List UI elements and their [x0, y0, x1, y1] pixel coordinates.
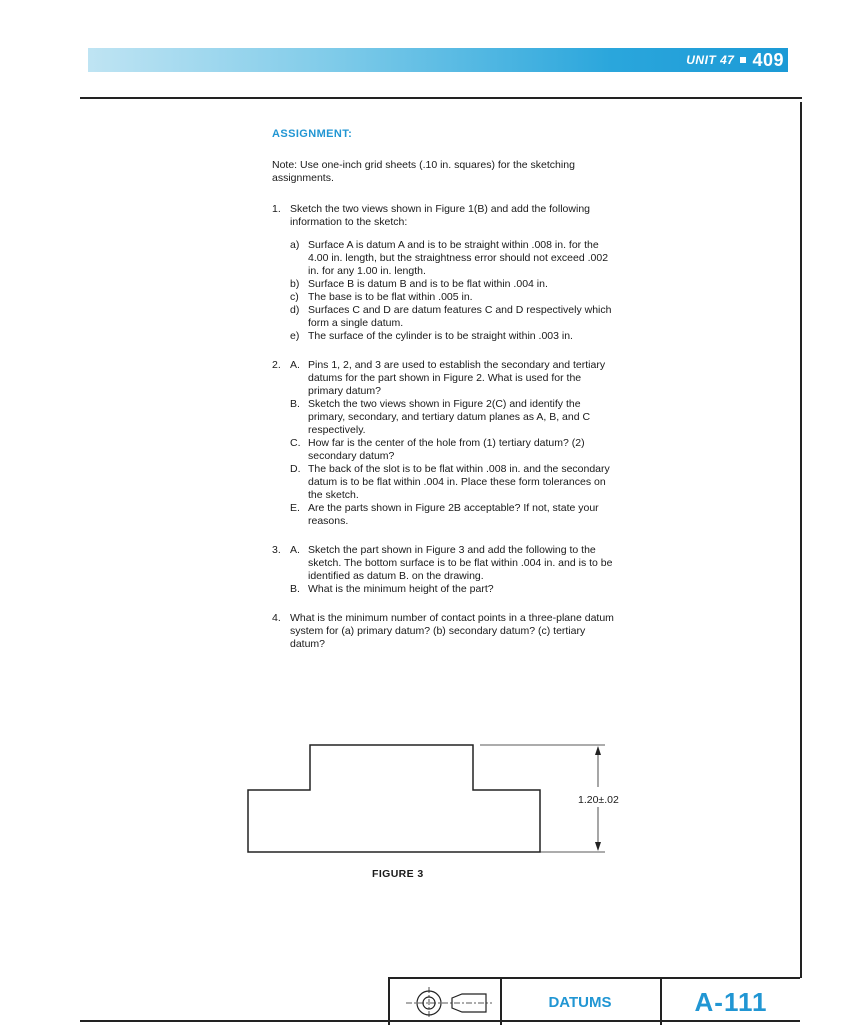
item-text: Surface B is datum B and is to be flat within .004 in.: [308, 278, 548, 290]
question-number: 4.: [272, 612, 281, 624]
question-text: What is the minimum number of contact points in a three-plane datum system for (a) primary datum? (b) secondary datum? (c) tertiary datum?: [290, 612, 614, 650]
list-item: [290, 544, 617, 583]
list-item: [290, 398, 617, 437]
unit-page-marker: [686, 50, 784, 70]
item-label: B.: [290, 583, 300, 595]
question-number: 3.: [272, 544, 281, 556]
page-number: 409: [752, 49, 784, 70]
item-label: A.: [290, 544, 300, 556]
height-dimension: 1.20±.02: [578, 794, 619, 806]
item-text: Surfaces C and D are datum features C and D respectively which form a single datum.: [308, 304, 612, 329]
question-3: [272, 544, 617, 596]
item-text: The back of the slot is to be flat within .008 in. and the secondary datum is to be flat within .004 in. Place these form tolerances on the sketch.: [308, 463, 610, 501]
unit-header-bar: [88, 48, 788, 72]
list-item: [290, 304, 617, 330]
item-label: B.: [290, 398, 300, 410]
assignment-note: Note: Use one-inch grid sheets (.10 in. squares) for the sketching assignments.: [272, 159, 575, 184]
list-item: [290, 278, 617, 291]
assignment-content: [272, 128, 617, 667]
assignment-title: ASSIGNMENT:: [272, 128, 353, 140]
list-item: [290, 330, 617, 343]
bullet-icon: [740, 57, 746, 63]
title-block: [388, 977, 800, 1025]
unit-label: UNIT 47: [686, 53, 735, 67]
item-text: Sketch the part shown in Figure 3 and add the following to the sketch. The bottom surface is to be flat within .004 in. and is to be identified as datum B. on the drawing.: [308, 544, 613, 582]
arrow-down-icon: [595, 842, 601, 851]
question-1: [272, 203, 617, 343]
item-label: a): [290, 239, 300, 251]
question-1-items: [290, 239, 617, 343]
list-item: [290, 583, 617, 596]
item-label: D.: [290, 463, 301, 475]
item-label: d): [290, 304, 300, 316]
question-text: Sketch the two views shown in Figure 1(B) and add the following information to the sketch:: [290, 203, 590, 228]
item-text: The base is to be flat within .005 in.: [308, 291, 473, 303]
section-title: DATUMS: [548, 993, 612, 1011]
frame-right-rule: [800, 102, 802, 978]
figure-3-drawing: [240, 735, 640, 895]
question-4: [272, 612, 617, 651]
item-text: Sketch the two views shown in Figure 2(C) and identify the primary, secondary, and tertiary datum planes as A, B, and C respectively.: [308, 398, 591, 436]
item-text: Surface A is datum A and is to be straight within .008 in. for the 4.00 in. length, but the straightness error should not exceed .002 in. for any 1.00 in. length.: [308, 239, 609, 277]
item-label: c): [290, 291, 299, 303]
page-id: A-111: [694, 986, 768, 1017]
list-item: [290, 502, 617, 528]
question-number: 1.: [272, 203, 281, 215]
list-item: [290, 437, 617, 463]
item-text: Are the parts shown in Figure 2B acceptable? If not, state your reasons.: [308, 502, 599, 527]
item-label: A.: [290, 359, 300, 371]
item-text: The surface of the cylinder is to be straight within .003 in.: [308, 330, 573, 342]
question-number: 2.: [272, 359, 281, 371]
item-label: C.: [290, 437, 301, 449]
part-outline: [248, 745, 540, 852]
item-label: e): [290, 330, 300, 342]
list-item: [290, 359, 617, 398]
item-text: How far is the center of the hole from (1) tertiary datum? (2) secondary datum?: [308, 437, 585, 462]
projection-symbol-cell: [388, 979, 502, 1025]
list-item: [290, 239, 617, 278]
arrow-up-icon: [595, 746, 601, 755]
item-label: E.: [290, 502, 300, 514]
list-item: [290, 291, 617, 304]
third-angle-projection-icon: [404, 985, 494, 1021]
figure-3-caption: FIGURE 3: [372, 868, 424, 880]
list-item: [290, 463, 617, 502]
question-2: [272, 359, 617, 528]
item-text: What is the minimum height of the part?: [308, 583, 494, 595]
item-label: b): [290, 278, 300, 290]
frame-top-rule: [80, 97, 802, 99]
item-text: Pins 1, 2, and 3 are used to establish the secondary and tertiary datums for the part shown in Figure 2. What is used for the primary datum?: [308, 359, 606, 397]
